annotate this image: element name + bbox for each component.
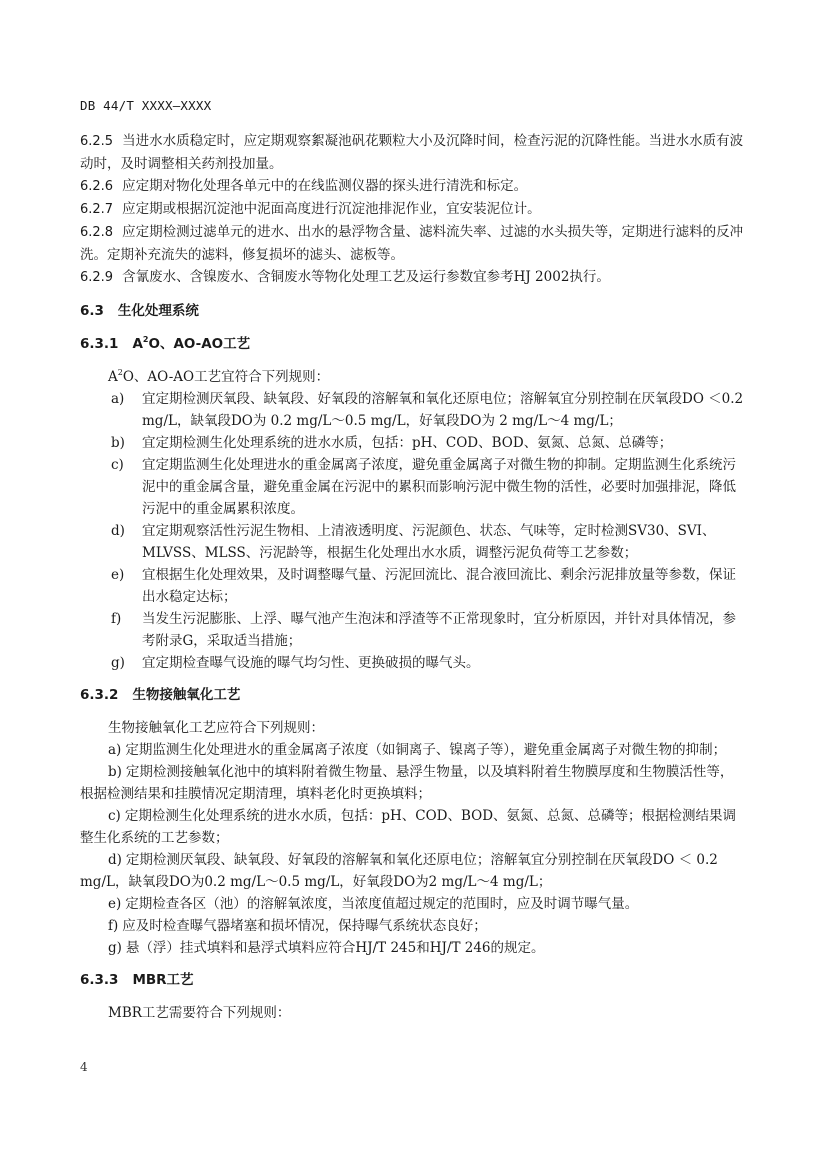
clause-number: 6.2.9: [80, 270, 114, 285]
clause-text: 当进水水质稳定时，应定期观察絮凝池矾花颗粒大小及沉降时间，检查污泥的沉降性能。当进水水质有波动时，及时调整相关药剂投加量。: [80, 133, 744, 172]
list-item: [80, 432, 746, 454]
list-item: [80, 937, 746, 959]
section-heading-6-3-3: [80, 969, 746, 991]
item-text: 当发生污泥膨胀、上浮、曝气池产生泡沫和浮渣等不正常现象时，宜分析原因，并针对具体情况，参考附录G，采取适当措施；: [142, 611, 736, 649]
clause-text: 应定期检测过滤单元的进水、出水的悬浮物含量、滤料流失率、过滤的水头损失等，定期进行滤料的反冲洗。定期补充流失的滤料，修复损坏的滤头、滤板等。: [80, 224, 744, 263]
section-intro-6-3-3: MBR工艺需要符合下列规则：: [108, 1005, 291, 1021]
page-content: [80, 130, 746, 1024]
section-number: 6.3.1: [80, 336, 119, 352]
item-label: b): [111, 435, 125, 451]
item-text: 定期检测生化处理系统的进水水质，包括：pH、COD、BOD、氨氮、总氮、总磷等；根据检测结果调整生化系统的工艺参数；: [80, 808, 737, 846]
list-item: [80, 520, 746, 564]
item-label: g): [108, 940, 122, 956]
clause-6-2-7: [80, 198, 746, 221]
section-heading-6-3: [80, 300, 746, 322]
item-text: 定期检测厌氧段、缺氧段、好氧段的溶解氧和氧化还原电位；溶解氧宜分别控制在厌氧段DO ＜ 0.2 mg/L，缺氧段DO为0.2 mg/L～0.5 mg/L，好氧段DO为2 mg/L～4 mg/L；: [80, 852, 718, 890]
section-intro-6-3-1: $A^2O$、AO-AO工艺宜符合下列规则：: [108, 368, 330, 385]
section-title: MBR工艺: [132, 972, 194, 988]
item-label: e): [108, 896, 122, 912]
section-intro-6-3-2: 生物接触氧化工艺应符合下列规则：: [108, 720, 324, 736]
item-text: 宜定期监测生化处理进水的重金属离子浓度，避免重金属离子对微生物的抑制。定期监测生化系统污泥中的重金属含量，避免重金属在污泥中的累积而影响污泥中微生物的活性，必要时加强排泥，降低污泥中的重金属累积浓度。: [142, 457, 736, 517]
item-label: g): [111, 655, 125, 671]
clause-6-2-5: [80, 130, 746, 175]
list-item: [80, 849, 746, 893]
section-number: 6.3.2: [80, 687, 119, 703]
item-label: f): [108, 918, 119, 934]
item-text: 宜根据生化处理效果，及时调整曝气量、污泥回流比、混合液回流比、剩余污泥排放量等参数，保证出水稳定达标；: [142, 567, 736, 605]
clause-number: 6.2.8: [80, 225, 114, 240]
item-label: b): [108, 764, 122, 780]
item-text: 定期监测生化处理进水的重金属离子浓度（如铜离子、镍离子等），避免重金属离子对微生物的抑制；: [125, 742, 727, 758]
rule-list-6-3-2: [80, 739, 746, 959]
item-text: 宜定期检测生化处理系统的进水水质，包括：pH、COD、BOD、氨氮、总氮、总磷等；: [142, 435, 673, 451]
section-title: 生物接触氧化工艺: [132, 687, 241, 703]
item-text: 宜定期观察活性污泥生物相、上清液透明度、污泥颜色、状态、气味等，定时检测SV30、SVI、MLVSS、MLSS、污泥龄等，根据生化处理出水水质，调整污泥负荷等工艺参数；: [142, 523, 716, 561]
list-item: [80, 739, 746, 761]
section-title: $A^2O$、AO-AO工艺: [132, 335, 251, 352]
clause-text: 应定期或根据沉淀池中泥面高度进行沉淀池排泥作业，宜安装泥位计。: [122, 201, 541, 217]
clause-number: 6.2.7: [80, 202, 114, 217]
item-label: a): [111, 391, 125, 407]
item-text: 定期检查各区（池）的溶解氧浓度，当浓度值超过规定的范围时，应及时调节曝气量。: [125, 896, 639, 912]
item-text: 宜定期检测厌氧段、缺氧段、好氧段的溶解氧和氧化还原电位；溶解氧宜分别控制在厌氧段DO ＜0.2 mg/L，缺氧段DO为 0.2 mg/L～0.5 mg/L，好氧段DO为 2 mg/L～4 mg/L；: [142, 391, 744, 429]
list-item: [80, 454, 746, 520]
document-code-header: DB 44/T XXXX—XXXX: [80, 98, 212, 113]
item-label: f): [111, 611, 122, 627]
item-label: a): [108, 742, 122, 758]
section-number: 6.3.3: [80, 972, 119, 988]
clause-6-2-8: [80, 221, 746, 266]
list-item: [80, 652, 746, 674]
section-title: 生化处理系统: [117, 303, 199, 319]
page-number: 4: [80, 1060, 88, 1074]
list-item: [80, 915, 746, 937]
item-text: 应及时检查曝气器堵塞和损坏情况，保持曝气系统状态良好；: [122, 918, 487, 934]
list-item: [80, 805, 746, 849]
list-item: [80, 608, 746, 652]
item-text: 定期检测接触氧化池中的填料附着微生物量、悬浮生物量，以及填料附着生物膜厚度和生物膜活性等，根据检测结果和挂膜情况定期清理，填料老化时更换填料；: [80, 764, 734, 802]
list-item: [80, 761, 746, 805]
clause-number: 6.2.6: [80, 179, 114, 194]
list-item: [80, 893, 746, 915]
item-label: d): [111, 523, 125, 539]
section-number: 6.3: [80, 303, 104, 319]
item-label: e): [111, 567, 125, 583]
clause-6-2-9: [80, 266, 746, 289]
list-item: [80, 564, 746, 608]
clause-6-2-6: [80, 175, 746, 198]
section-heading-6-3-1: [80, 333, 746, 355]
rule-list-6-3-1: [80, 388, 746, 674]
item-label: d): [108, 852, 122, 868]
item-text: 宜定期检查曝气设施的曝气均匀性、更换破损的曝气头。: [142, 655, 480, 671]
list-item: [80, 388, 746, 432]
clause-text: 应定期对物化处理各单元中的在线监测仪器的探头进行清洗和标定。: [122, 178, 528, 194]
clause-number: 6.2.5: [80, 134, 114, 149]
item-label: c): [111, 457, 124, 473]
item-label: c): [108, 808, 121, 824]
section-heading-6-3-2: [80, 684, 746, 706]
clause-text: 含氰废水、含镍废水、含铜废水等物化处理工艺及运行参数宜参考HJ 2002执行。: [122, 269, 610, 285]
item-text: 悬（浮）挂式填料和悬浮式填料应符合HJ/T 245和HJ/T 246的规定。: [125, 940, 545, 956]
